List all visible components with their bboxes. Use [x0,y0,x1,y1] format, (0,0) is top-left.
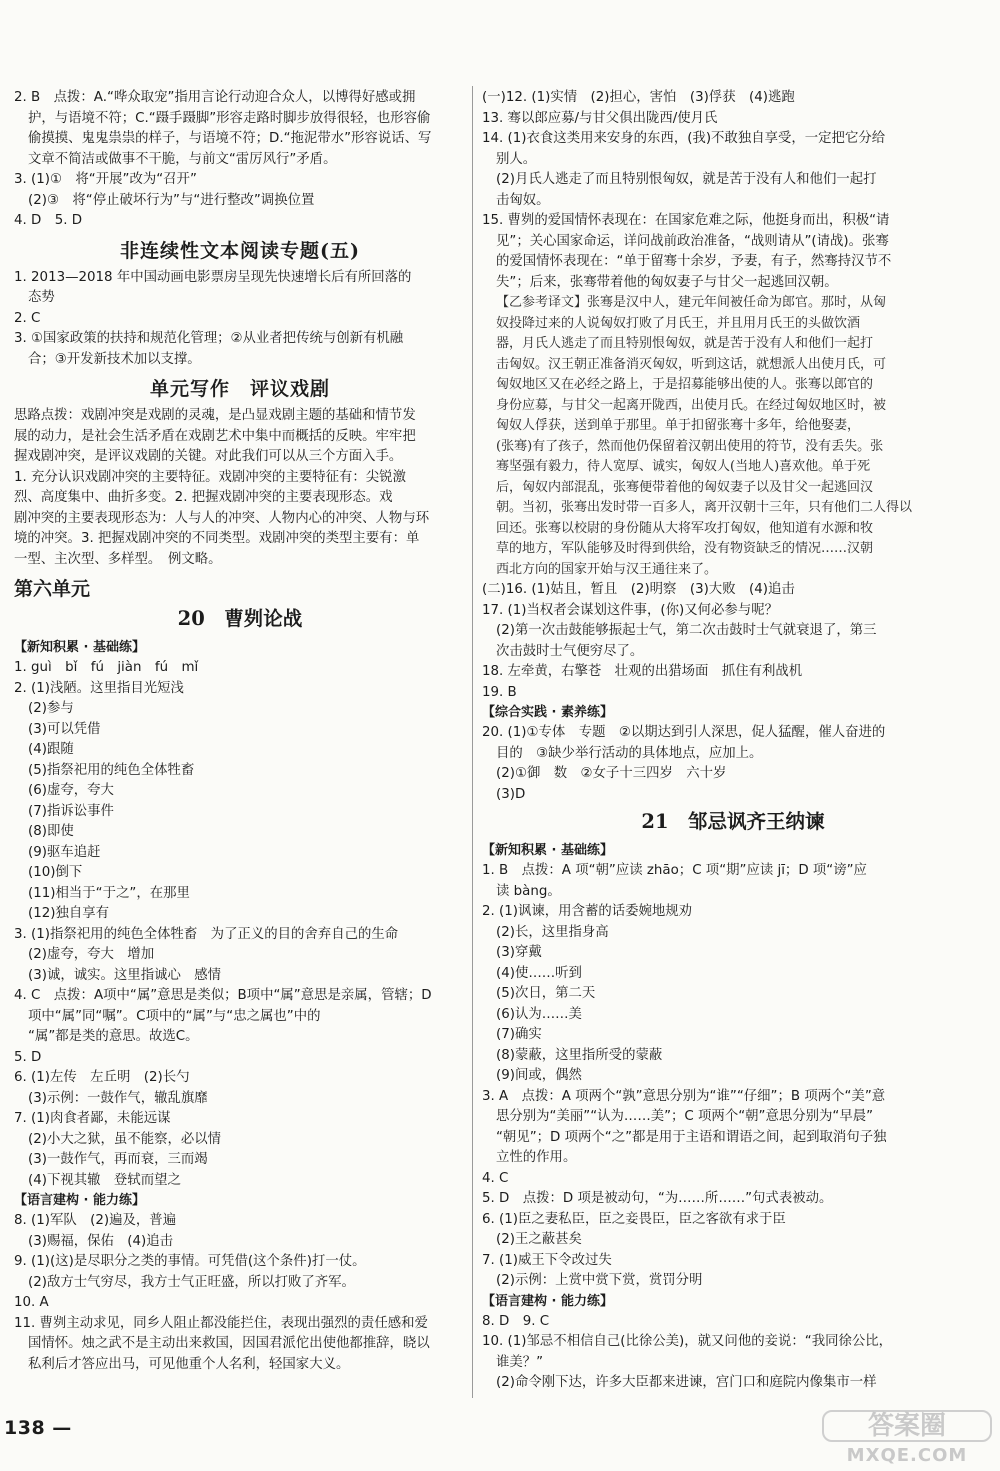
text-line: “朝见”；D 项两个“之”都是用于主语和谓语之间，起到取消句子独 [496,1129,887,1145]
text-line: (7)确实 [496,1027,542,1042]
section-tag: 【语言建构 · 能力练】 [14,1193,145,1208]
text-line: 19. B [482,684,517,700]
text-line: (5)指祭祀用的纯色全体牲畜 [28,762,195,778]
text-line: (3)示例：一鼓作气，辙乱旗靡 [28,1090,208,1106]
text-line: 西北方向的国家开始与汉王通往来了。 [496,561,718,577]
text-line: 次击鼓时士气便穷尽了。 [496,643,644,659]
text-line: (一)12. (1)实情 (2)担心，害怕 (3)俘获 (4)逃跑 [482,90,795,105]
text-line: (8)蒙蔽，这里指所受的蒙蔽 [496,1047,663,1063]
text-line: 20. (1)①专体 专题 ②以期达到引人深思，促人猛醒，催人奋进的 [482,725,886,740]
text-line: 击匈奴。汉王朝正准备消灭匈奴，听到这话，就想派人出使月氏，可 [496,356,887,372]
column-divider [472,86,473,1398]
text-line: (3)D [496,786,526,802]
section-title: 非连续性文本阅读专题(五) [120,239,360,262]
text-line: (11)相当于“于之”，在那里 [28,885,190,901]
text-line: 2. (1)讽谏，用含蓄的话委婉地规劝 [482,904,693,919]
text-line: (张骞)有了孩子，然而他仍保留着汉朝出使用的符节，没有丢失。张 [496,438,884,454]
text-line: 17. (1)当权者会谋划这件事，(你)又何必参与呢？ [482,602,778,618]
text-line: (二)16. (1)姑且，暂且 (2)明察 (3)大败 (4)追击 [482,582,795,597]
text-line: (2)第一次击鼓能够振起士气，第二次击鼓时士气就衰退了，第三 [496,623,877,638]
text-line: 10. A [14,1295,49,1310]
text-line: 4. C [482,1170,509,1186]
text-line: (9)间或，偶然 [496,1068,582,1083]
text-line: 10. (1)邹忌不相信自己(比徐公美)，就又问他的妾说：“我同徐公比， [482,1334,893,1349]
text-line: 偷摸摸、鬼鬼祟祟的样子，与语境不符；D.“拖泥带水”形容说话、写 [28,131,432,146]
text-line: 3. (1)① 将“开展”改为“召开” [14,172,197,187]
text-line: 匈奴人俘获，送到单于那里。单于扣留张骞十多年，给他娶妻， [496,418,861,433]
text-line: 6. (1)左传 左丘明 (2)长勺 [14,1070,190,1085]
text-line: (3)诚，诚实。这里指诚心 感情 [28,967,222,983]
text-line: 6. (1)臣之妻私臣，臣之妾畏臣，臣之客欲有求于臣 [482,1211,786,1227]
text-line: 思路点拨：戏剧冲突是戏剧的灵魂，是凸显戏剧主题的基础和情节发 [14,408,416,423]
text-line: 匈奴地区又在必经之路上，于是招募能够出使的人。张骞以郎官的 [496,377,874,392]
text-line: 11. 曹刿主动求见，同乡人阻止都没能拦住，表现出强烈的责任感和爱 [14,1315,428,1331]
text-line: “属”都是类的意思。故选C。 [28,1029,199,1044]
text-line: 1. 2013—2018 年中国动画电影票房呈现先快速增长后有所回落的 [14,269,412,285]
text-line: 2. C [14,310,41,326]
text-line: 3. A 点拨：A 项两个“孰”意思分别为“谁”“仔细”；B 项两个“美”意 [482,1088,886,1104]
page-number: 138 — [4,1417,72,1439]
text-line: 后，匈奴内部混乱，张骞便带着他的匈奴妻子以及甘父一起逃回汉 [496,479,874,495]
text-line: 3. ①国家政策的扶持和规范化管理；②从业者把传统与创新有机融 [14,331,404,346]
text-line: (2)命令刚下达，许多大臣都来进谏，宫门口和庭院内像集市一样 [496,1375,877,1390]
text-line: 回还。张骞以校尉的身份随从大将军攻打匈奴，他知道有水源和牧 [496,520,874,536]
text-line: (2)虚夸，夸大 增加 [28,947,155,962]
text-line: 骞坚强有毅力，待人宽厚、诚实，匈奴人(当地人)喜欢他。单于死 [496,459,871,474]
text-line: 文章不简洁或做事不干脆，与前文“雷厉风行”矛盾。 [28,151,337,167]
text-line: (9)驱车追赶 [28,844,101,860]
text-line: 4. D 5. D [14,213,83,228]
text-line: 1. B 点拨：A 项“朝”应读 zhāo；C 项“期”应读 jī；D 项“谤”应 [482,863,867,878]
text-line: 态势 [28,290,55,305]
text-line: (2)长，这里指身高 [496,924,609,940]
section-tag: 【新知积累 · 基础练】 [482,843,613,858]
text-line: (4)跟随 [28,742,74,757]
text-line: 项中“属”同“嘱”。C项中的“属”与“忠之属也”中的 [28,1008,321,1024]
text-line: 目的 ③缺少举行活动的具体地点，应加上。 [496,745,763,761]
text-line: 3. (1)指祭祀用的纯色全体牲畜 为了正义的目的舍弃自己的生命 [14,926,399,942]
text-line: (2)①御 数 ②女子十三四岁 六十岁 [496,766,727,781]
watermark-logo: 答案圈 [822,1410,992,1442]
text-line: 烈、高度集中、曲折多变。2. 把握戏剧冲突的主要表现形态。戏 [14,490,393,505]
text-line: 合；③开发新技术加以支撑。 [28,351,201,367]
watermark [822,1410,992,1466]
text-line: 的爱国情怀表现在：“单于留骞十余岁，予妻，有子，然骞持汉节不 [496,254,892,269]
text-line: 1. guì bǐ fú jiàn fú mǐ [14,660,199,675]
text-line: 15. 曹刿的爱国情怀表现在：在国家危难之际，他挺身而出，积极“请 [482,213,890,228]
section-tag: 【综合实践 · 素养练】 [482,705,613,720]
text-line: 5. D 点拨：D 项是被动句，“为……所……”句式表被动。 [482,1191,833,1206]
text-line: 读 bàng。 [496,883,561,899]
unit-heading: 第六单元 [14,578,91,600]
section-tag: 【新知积累 · 基础练】 [14,640,145,655]
text-line: 立性的作用。 [496,1150,577,1165]
text-line: 私利后才答应出马，可见他重个人名利，轻国家大义。 [28,1356,350,1372]
text-line: (4)使……听到 [496,965,582,981]
text-line: 见”；关心国家命运，详问战前政治准备，“战则请从”(请战)。张骞 [496,233,889,249]
text-line: 朝。当初，张骞出发时带一百多人，离开汉朝十三年，只有他们二人得以 [496,500,913,515]
text-line: (2)③ 将“停止破坏行为”与“进行整改”调换位置 [28,192,315,208]
text-line: 奴投降过来的人说匈奴打败了月氏王，并且用月氏王的头做饮酒 [496,315,861,331]
text-line: (12)独自享有 [28,906,110,921]
text-line: 国情怀。烛之武不是主动出来救国，因国君派佗出使他都推辞，晓以 [28,1336,430,1351]
text-line: (6)认为……美 [496,1006,582,1022]
text-line: 2. B 点拨：A.“哗众取宠”指用言论行动迎合众人，以博得好感或拥 [14,90,416,105]
text-line: 身份应募，与甘父一起离开陇西，出使月氏。在经过匈奴地区时，被 [496,397,887,413]
text-line: (6)虚夸，夸大 [28,783,114,798]
text-line: (3)可以凭借 [28,721,101,737]
text-line: 失”；后来，张骞带着他的匈奴妻子与甘父一起逃回汉朝。 [496,274,838,290]
text-line: 14. (1)衣食这类用来安身的东西，(我)不敢独自享受，一定把它分给 [482,131,886,146]
text-line: 7. (1)肉食者鄙，未能远谋 [14,1111,171,1126]
text-line: (2)小大之狱，虽不能察，必以情 [28,1131,222,1147]
text-line: 握戏剧冲突，是评议戏剧的关键。对此我们可以从三个方面入手。 [14,449,403,464]
text-line: (7)指诉讼事件 [28,803,114,819]
left-column [14,88,466,1375]
text-line: 谁美？” [496,1354,544,1370]
text-line: (3)穿戴 [496,945,542,960]
watermark-url: MXQE.COM [846,1445,968,1466]
text-line: (2)月氏人逃走了而且特别恨匈奴，就是苦于没有人和他们一起打 [496,172,877,187]
section-tag: 【语言建构 · 能力练】 [482,1293,613,1309]
text-line: 8. (1)军队 (2)遍及，普遍 [14,1213,177,1228]
section-title: 单元写作 评议戏剧 [149,378,330,400]
text-line: 思分别为“美丽”“认为……美”；C 项两个“朝”意思分别为“早晨” [496,1109,874,1124]
text-line: 【乙参考译文】张骞是汉中人，建元年间被任命为郎官。那时，从匈 [496,295,887,310]
text-line: (8)即使 [28,824,74,839]
text-line: 1. 充分认识戏剧冲突的主要特征。戏剧冲突的主要特征有：尖锐激 [14,469,406,485]
text-line: 18. 左牵黄，右擎苍 壮观的出猎场面 抓住有利战机 [482,664,803,679]
text-line: 护，与语境不符；C.“蹑手蹑脚”形容走路时脚步放得很轻，也形容偷 [28,110,431,126]
text-line: (2)示例：上赏中赏下赏，赏罚分明 [496,1273,703,1288]
text-line: 草的地方，军队能够及时得到供给，没有物资缺乏的情况……汉朝 [496,541,874,556]
chapter-title: 21 邹忌讽齐王纳谏 [641,810,825,833]
text-line: 展的动力，是社会生活矛盾在戏剧艺术中集中而概括的反映。牢牢把 [14,428,416,444]
chapter-title: 20 曹刿论战 [177,607,303,630]
text-line: 5. D [14,1049,42,1065]
text-line: 9. (1)(这)是尽职分之类的事情。可凭借(这个条件)打一仗。 [14,1254,366,1269]
text-line: 4. C 点拨：A项中“属”意思是类似；B项中“属”意思是亲属，管辖；D [14,988,432,1003]
right-column [482,88,984,1394]
text-line: (4)下视其辙 登轼而望之 [28,1172,181,1188]
text-line: (5)次日，第二天 [496,986,596,1001]
text-line: 13. 骞以郎应募/与甘父俱出陇西/使月氏 [482,110,718,126]
text-line: 别人。 [496,151,537,167]
text-line: 剧冲突的主要表现形态为：人与人的冲突、人物内心的冲突、人物与环 [14,510,430,526]
text-line: (3)一鼓作气，再而衰，三而竭 [28,1152,208,1167]
text-line: (10)倒下 [28,865,83,880]
text-line: 一型、主次型、多样型。 例文略。 [14,551,222,567]
text-line: (2)参与 [28,701,74,716]
text-line: 2. (1)浅陋。这里指目光短浅 [14,680,184,696]
text-line: (3)赐福，保佑 (4)追击 [28,1233,174,1249]
text-line: (2)敌方士气穷尽，我方士气正旺盛，所以打败了齐军。 [28,1274,355,1290]
text-line: 8. D 9. C [482,1313,550,1329]
text-line: 境的冲突。3. 把握戏剧冲突的不同类型。戏剧冲突的类型主要有：单 [14,531,420,546]
text-line: 击匈奴。 [496,192,550,208]
text-line: 器，月氏人逃走了而且特别恨匈奴，就是苦于没有人和他们一起打 [496,336,874,351]
text-line: (2)王之蔽甚矣 [496,1232,582,1247]
text-line: 7. (1)威王下令改过失 [482,1252,612,1268]
